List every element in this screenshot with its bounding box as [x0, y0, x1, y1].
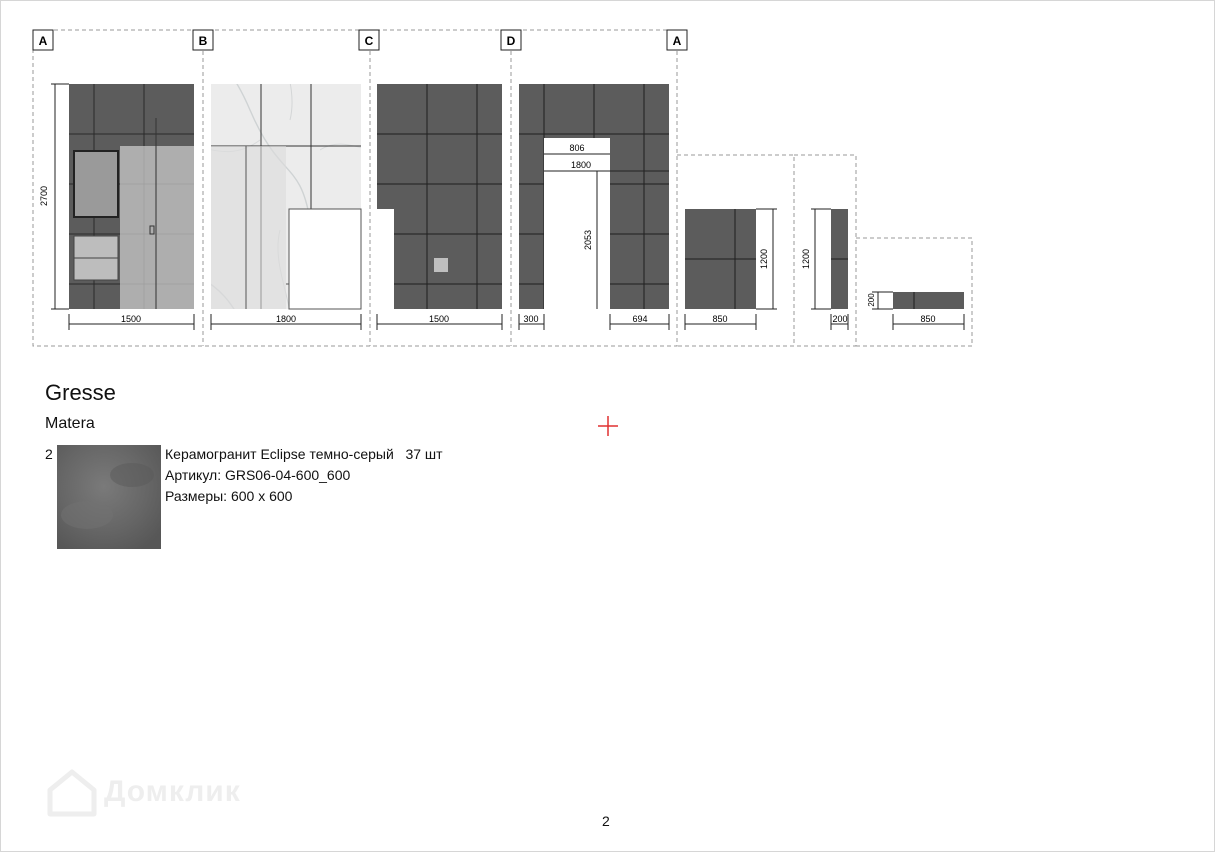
house-logo-icon — [46, 766, 98, 818]
section-marker-c — [359, 30, 379, 50]
svg-text:850: 850 — [712, 314, 728, 324]
section-marker-b — [193, 30, 213, 50]
wall-c-elevation — [377, 84, 502, 330]
tile-piece-2 — [801, 209, 848, 330]
svg-text:200: 200 — [867, 293, 876, 307]
crosshair-cursor-icon — [597, 415, 619, 437]
section-marker-d — [501, 30, 521, 50]
svg-text:1200: 1200 — [759, 248, 769, 270]
svg-text:1500: 1500 — [120, 314, 142, 324]
svg-text:694: 694 — [632, 314, 648, 324]
svg-text:1800: 1800 — [275, 314, 297, 324]
page-number: 2 — [602, 813, 610, 829]
svg-text:806: 806 — [569, 143, 585, 153]
svg-text:D: D — [506, 34, 516, 48]
wall-d-elevation — [519, 84, 669, 330]
svg-text:2053: 2053 — [583, 229, 593, 251]
elevation-drawings — [0, 0, 1215, 360]
svg-text:850: 850 — [920, 314, 936, 324]
svg-text:1800: 1800 — [570, 160, 592, 170]
svg-text:C: C — [364, 34, 374, 48]
watermark-text: Домклик — [104, 775, 241, 808]
svg-text:300: 300 — [523, 314, 539, 324]
section-marker-a2 — [667, 30, 687, 50]
svg-text:A: A — [38, 34, 48, 48]
tile-piece-3 — [867, 292, 964, 330]
watermark — [46, 766, 241, 818]
item-article: Артикул: GRS06-04-600_600 — [165, 467, 351, 483]
svg-text:1200: 1200 — [801, 248, 811, 270]
wall-a-elevation — [39, 84, 194, 330]
wall-b-elevation — [211, 84, 361, 330]
svg-text:B: B — [198, 34, 208, 48]
svg-text:2700: 2700 — [39, 185, 49, 207]
tile-piece-1 — [685, 209, 777, 330]
svg-text:A: A — [672, 34, 682, 48]
item-index: 2 — [45, 446, 53, 462]
brand-title: Gresse — [45, 380, 116, 405]
item-size: Размеры: 600 x 600 — [165, 488, 293, 504]
svg-text:1500: 1500 — [428, 314, 450, 324]
svg-text:200: 200 — [832, 314, 848, 324]
item-name: Керамогранит Eclipse темно-серый 37 шт — [165, 446, 443, 462]
section-marker-a1 — [33, 30, 53, 50]
collection-title: Matera — [45, 415, 95, 432]
tile-swatch-image — [57, 445, 161, 549]
